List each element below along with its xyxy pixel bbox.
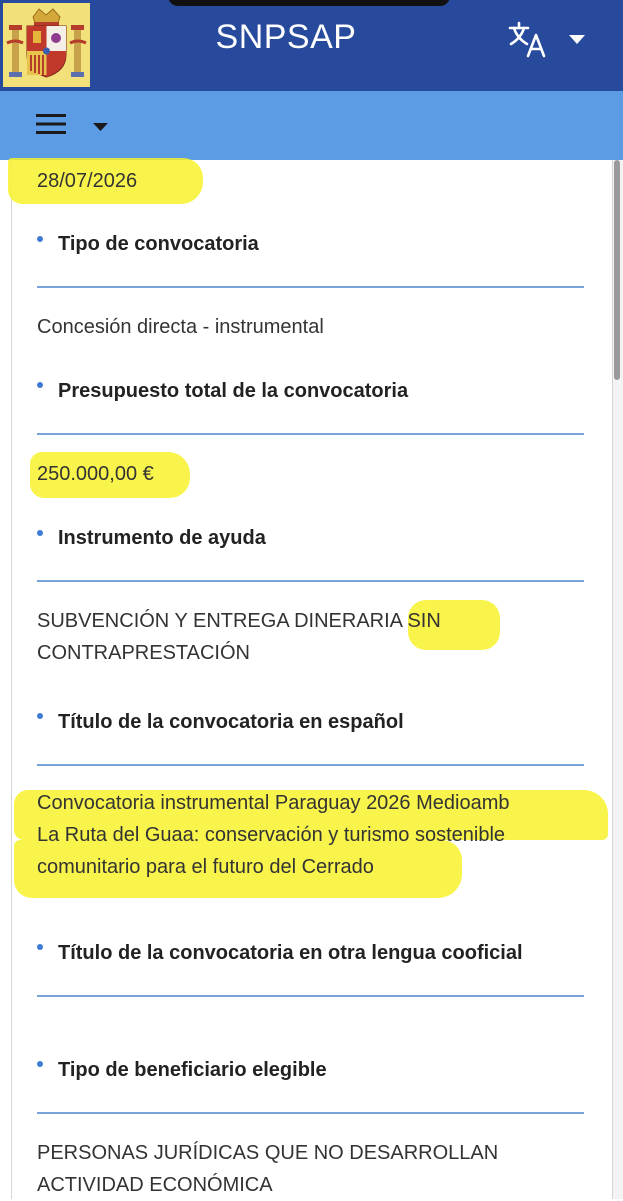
field-divider (37, 433, 584, 435)
field-value-titulo-line1: Convocatoria instrumental Paraguay 2026 Medioamb (37, 792, 510, 814)
field-divider (37, 764, 584, 766)
field-value-titulo-line3: comunitario para el futuro del Cerrado (37, 856, 374, 878)
scrollbar-thumb[interactable] (614, 160, 620, 380)
device-notch (168, 0, 450, 6)
bullet-icon (37, 382, 43, 388)
field-divider (37, 1112, 584, 1114)
date-value: 28/07/2026 (37, 170, 138, 192)
field-value-tipo-convocatoria: Concesión directa - instrumental (37, 316, 324, 338)
bullet-icon (37, 530, 43, 536)
translate-icon[interactable] (508, 20, 548, 58)
language-dropdown-caret-icon[interactable] (569, 32, 585, 42)
field-label-tipo-beneficiario: Tipo de beneficiario elegible (58, 1059, 327, 1081)
menu-dropdown-caret-icon[interactable] (93, 119, 108, 128)
field-divider (37, 580, 584, 582)
field-label-titulo-cooficial: Título de la convocatoria en otra lengua cooficial (58, 942, 523, 964)
field-label-presupuesto: Presupuesto total de la convocatoria (58, 380, 409, 402)
field-divider (37, 995, 584, 997)
field-value-beneficiario-line2: ACTIVIDAD ECONÓMICA (37, 1174, 273, 1196)
field-value-beneficiario-line1: PERSONAS JURÍDICAS QUE NO DESARROLLAN (37, 1142, 499, 1164)
field-divider (37, 286, 584, 288)
bullet-icon (37, 713, 43, 719)
bullet-icon (37, 1061, 43, 1067)
field-label-instrumento: Instrumento de ayuda (58, 527, 266, 549)
bullet-icon (37, 236, 43, 242)
field-label-tipo-convocatoria: Tipo de convocatoria (58, 233, 259, 255)
content-border-left (11, 160, 12, 1199)
field-value-presupuesto: 250.000,00 € (37, 463, 154, 485)
bullet-icon (37, 944, 43, 950)
hamburger-menu-icon[interactable] (36, 113, 66, 135)
field-label-titulo-espanol: Título de la convocatoria en español (58, 711, 404, 733)
app-title: SNPSAP (215, 18, 357, 56)
field-value-instrumento-line1: SUBVENCIÓN Y ENTREGA DINERARIA SIN (37, 610, 441, 632)
field-value-instrumento-line2: CONTRAPRESTACIÓN (37, 642, 250, 664)
field-value-titulo-line2: La Ruta del Guaa: conservación y turismo sostenible (37, 824, 506, 846)
